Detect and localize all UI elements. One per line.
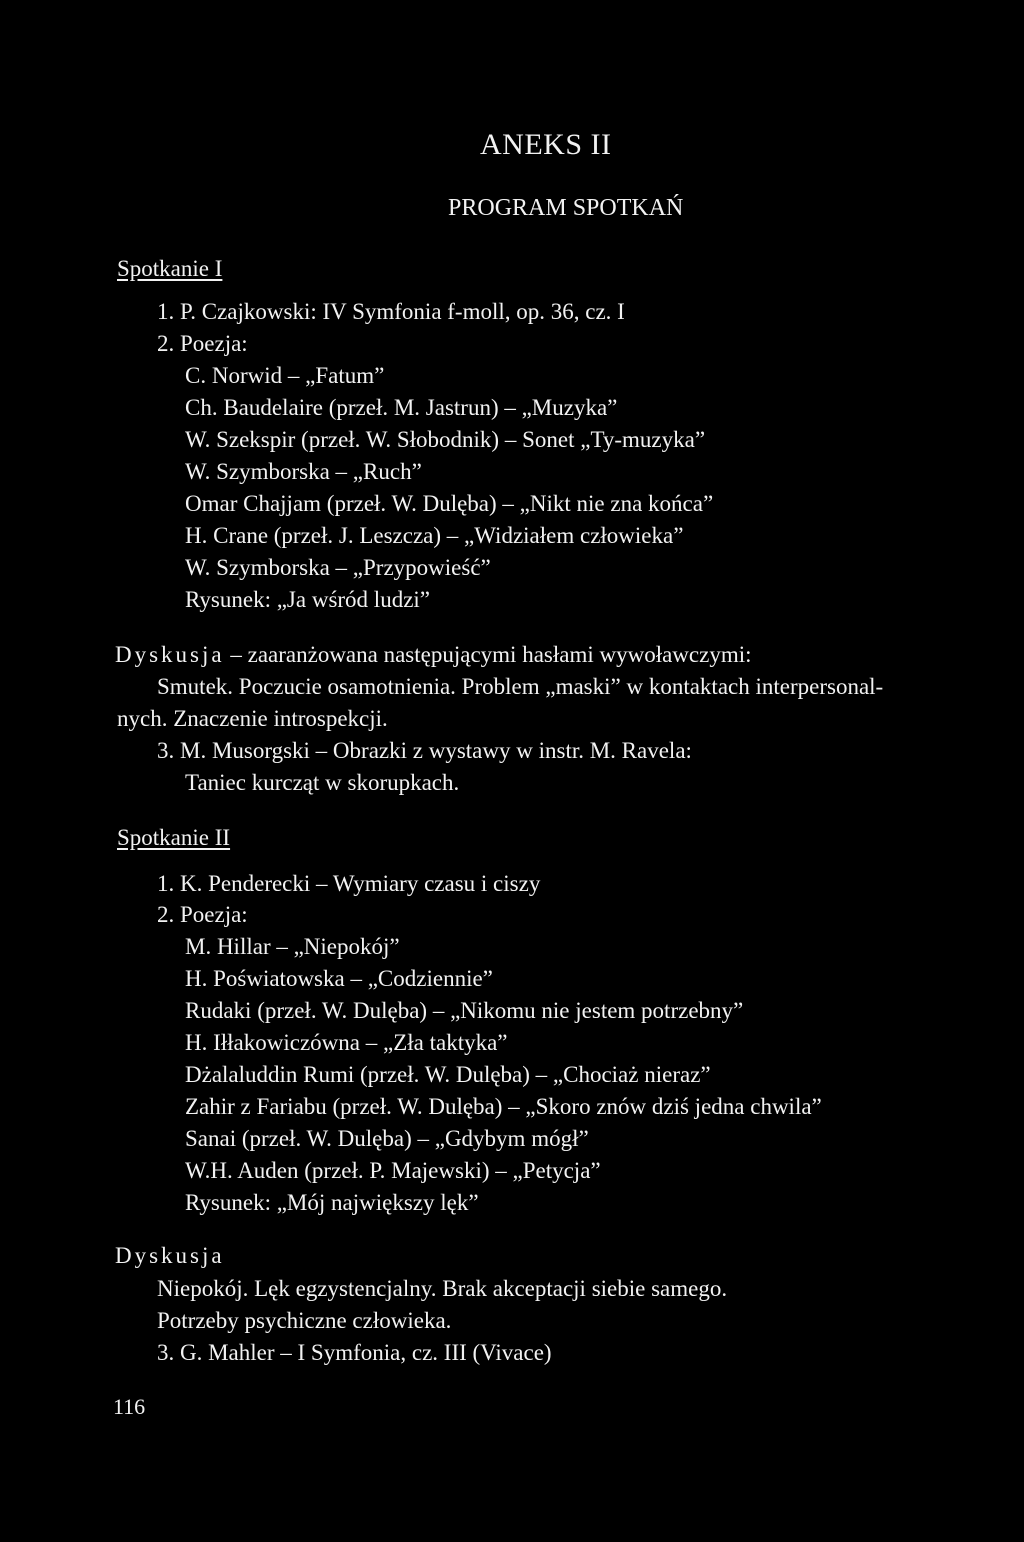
meeting-1-poem: H. Crane (przeł. J. Leszcza) – „Widziałem człowieka” (185, 523, 684, 548)
meeting-2-item-2: 2. Poezja: (157, 902, 248, 927)
meeting-2-poem: H. Poświatowska – „Codziennie” (185, 966, 493, 991)
meeting-2-discussion-line: Potrzeby psychiczne człowieka. (157, 1308, 452, 1333)
meeting-1-poem: W. Szymborska – „Przypowieść” (185, 555, 491, 580)
meeting-1-poem: Omar Chajjam (przeł. W. Dulęba) – „Nikt nie zna końca” (185, 491, 714, 516)
meeting-1-drawing: Rysunek: „Ja wśród ludzi” (185, 587, 431, 612)
meeting-1-discussion-line: Smutek. Poczucie osamotnienia. Problem „maski” w kontaktach interpersonal- (157, 674, 884, 699)
meeting-2-poem: M. Hillar – „Niepokój” (185, 934, 400, 959)
meeting-2-poem: Dżalaluddin Rumi (przeł. W. Dulęba) – „Chociaż nieraz” (185, 1062, 711, 1087)
meeting-1-item-3-cont: Taniec kurcząt w skorupkach. (185, 770, 460, 795)
meeting-2-item-1: 1. K. Penderecki – Wymiary czasu i ciszy (157, 871, 541, 896)
meeting-2-discussion-line: Niepokój. Lęk egzystencjalny. Brak akceptacji siebie samego. (157, 1276, 728, 1301)
meeting-2-item-3: 3. G. Mahler – I Symfonia, cz. III (Vivace) (157, 1340, 552, 1365)
page-number: 116 (113, 1394, 146, 1419)
section-heading-meeting-2: Spotkanie II (117, 825, 231, 850)
page-subtitle: PROGRAM SPOTKAŃ (448, 195, 684, 221)
section-heading-meeting-1: Spotkanie I (117, 256, 223, 281)
meeting-1-item-2: 2. Poezja: (157, 331, 248, 356)
meeting-2-discussion-label: Dyskusja (115, 1243, 225, 1268)
discussion-intro: – zaaranżowana następującymi hasłami wywoławczymi: (224, 642, 752, 667)
page-title: ANEKS II (480, 128, 612, 161)
meeting-1-item-3: 3. M. Musorgski – Obrazki z wystawy w instr. M. Ravela: (157, 738, 692, 763)
meeting-2-poem: Rudaki (przeł. W. Dulęba) – „Nikomu nie jestem potrzebny” (185, 998, 744, 1023)
meeting-1-discussion-line: nych. Znaczenie introspekcji. (117, 706, 388, 731)
meeting-2-poem: H. Iłłakowiczówna – „Zła taktyka” (185, 1030, 508, 1055)
meeting-1-poem: C. Norwid – „Fatum” (185, 363, 385, 388)
meeting-1-discussion (115, 643, 752, 666)
meeting-1-poem: W. Szekspir (przeł. W. Słobodnik) – Sonet „Ty-muzyka” (185, 427, 706, 452)
meeting-2-poem: W.H. Auden (przeł. P. Majewski) – „Petycja” (185, 1158, 601, 1183)
meeting-1-poem: Ch. Baudelaire (przeł. M. Jastrun) – „Muzyka” (185, 395, 618, 420)
meeting-2-poem: Sanai (przeł. W. Dulęba) – „Gdybym mógł” (185, 1126, 589, 1151)
meeting-1-item-1: 1. P. Czajkowski: IV Symfonia f-moll, op. 36, cz. I (157, 299, 625, 324)
discussion-label: Dyskusja (115, 642, 225, 667)
meeting-2-drawing: Rysunek: „Mój największy lęk” (185, 1190, 479, 1215)
meeting-2-poem: Zahir z Fariabu (przeł. W. Dulęba) – „Skoro znów dziś jedna chwila” (185, 1094, 822, 1119)
meeting-1-poem: W. Szymborska – „Ruch” (185, 459, 422, 484)
